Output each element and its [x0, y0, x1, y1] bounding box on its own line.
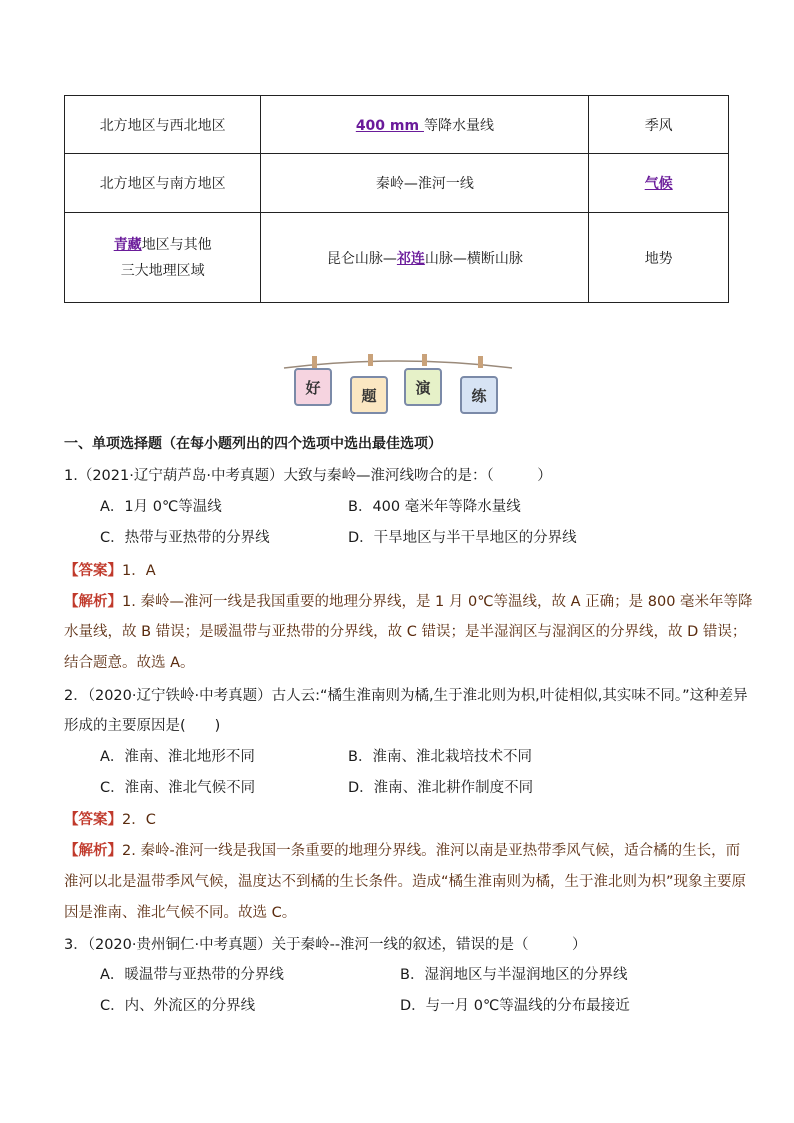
- banner-tile: 练: [460, 376, 498, 414]
- region-line-2: 三大地理区域: [120, 262, 205, 279]
- option: A．1月 0℃等温线: [100, 499, 222, 515]
- region-highlight: 青藏: [113, 236, 142, 253]
- analysis: [64, 841, 740, 861]
- question-stem: 形成的主要原因是( ): [64, 718, 221, 734]
- option: D．与一月 0℃等温线的分布最接近: [400, 998, 630, 1014]
- line-text: 等降水量线: [423, 117, 494, 134]
- factor-cell: [589, 154, 729, 213]
- banner-tile: 好: [294, 368, 332, 406]
- option: B．400 毫米年等降水量线: [348, 499, 521, 515]
- table-row: [65, 213, 729, 303]
- line-cell: [261, 96, 589, 154]
- analysis-text: 1. 秦岭—淮河一线是我国重要的地理分界线，是 1 月 0℃等温线，故 A 正确；是 800 毫米年等降: [122, 594, 753, 610]
- option: C．内、外流区的分界线: [100, 998, 256, 1014]
- analysis-text: 结合题意。故选 A。: [64, 655, 195, 671]
- analysis-tag: 【解析】: [64, 594, 122, 610]
- region-cell: 北方地区与南方地区: [65, 154, 261, 213]
- option: D．淮南、淮北耕作制度不同: [348, 780, 534, 796]
- region-line-1: [65, 232, 260, 258]
- factor-cell: 季风: [589, 96, 729, 154]
- factor-cell: 地势: [589, 213, 729, 303]
- option: A．暖温带与亚热带的分界线: [100, 967, 284, 983]
- analysis-tag: 【解析】: [64, 843, 122, 859]
- option: B．湿润地区与半湿润地区的分界线: [400, 967, 628, 983]
- region-text: 地区与其他: [141, 236, 212, 253]
- precip-value: 400 mm: [355, 117, 424, 134]
- banner-tile: 演: [404, 368, 442, 406]
- question-stem: 3．（2020·贵州铜仁·中考真题）关于秦岭--淮河一线的叙述，错误的是（ ）: [64, 937, 587, 953]
- banner-tile: 题: [350, 376, 388, 414]
- line-highlight: 祁连: [396, 250, 425, 267]
- option: A．淮南、淮北地形不同: [100, 749, 255, 765]
- option: B．淮南、淮北栽培技术不同: [348, 749, 532, 765]
- answer-text: 2．C: [122, 812, 156, 828]
- factor-highlight: 气候: [644, 176, 673, 192]
- option: D．干旱地区与半干旱地区的分界线: [348, 530, 577, 546]
- analysis-text: 水量线，故 B 错误；是暖温带与亚热带的分界线，故 C 错误；是半湿润区与湿润区的分界线，故 D 错误；: [64, 624, 747, 640]
- analysis-text: 淮河以北是温带季风气候，温度达不到橘的生长条件。造成“橘生淮南则为橘，生于淮北则为枳”现象主要原: [64, 874, 747, 890]
- answer-tag: 【答案】: [64, 563, 122, 579]
- region-cell: 北方地区与西北地区: [65, 96, 261, 154]
- analysis-text: 因是淮南、淮北气候不同。故选 C。: [64, 905, 297, 921]
- answer-text: 1．A: [122, 563, 156, 579]
- line-text: 昆仑山脉—: [326, 250, 397, 267]
- table-row: [65, 96, 729, 154]
- line-cell: [261, 213, 589, 303]
- question-stem: 2．（2020·辽宁铁岭·中考真题）古人云:“橘生淮南则为橘,生于淮北则为枳,叶徒相似,其实味不同。”这种差异: [64, 688, 748, 704]
- option: C．热带与亚热带的分界线: [100, 530, 270, 546]
- practice-banner: [282, 350, 514, 422]
- question-stem: 1.（2021·辽宁葫芦岛·中考真题）大致与秦岭—淮河线吻合的是：（ ）: [64, 468, 552, 484]
- option: C．淮南、淮北气候不同: [100, 780, 256, 796]
- answer: [64, 561, 156, 581]
- answer-tag: 【答案】: [64, 812, 122, 828]
- region-cell: [65, 213, 261, 303]
- analysis-text: 2. 秦岭-淮河一线是我国一条重要的地理分界线。淮河以南是亚热带季风气候，适合橘的生长，而: [122, 843, 741, 859]
- answer: [64, 810, 156, 830]
- line-cell: 秦岭—淮河一线: [261, 154, 589, 213]
- analysis: [64, 592, 753, 612]
- section-heading: 一、单项选择题（在每小题列出的四个选项中选出最佳选项）: [64, 436, 442, 452]
- boundary-table: [64, 95, 729, 303]
- line-text: 山脉—横断山脉: [424, 250, 523, 267]
- table-row: [65, 154, 729, 213]
